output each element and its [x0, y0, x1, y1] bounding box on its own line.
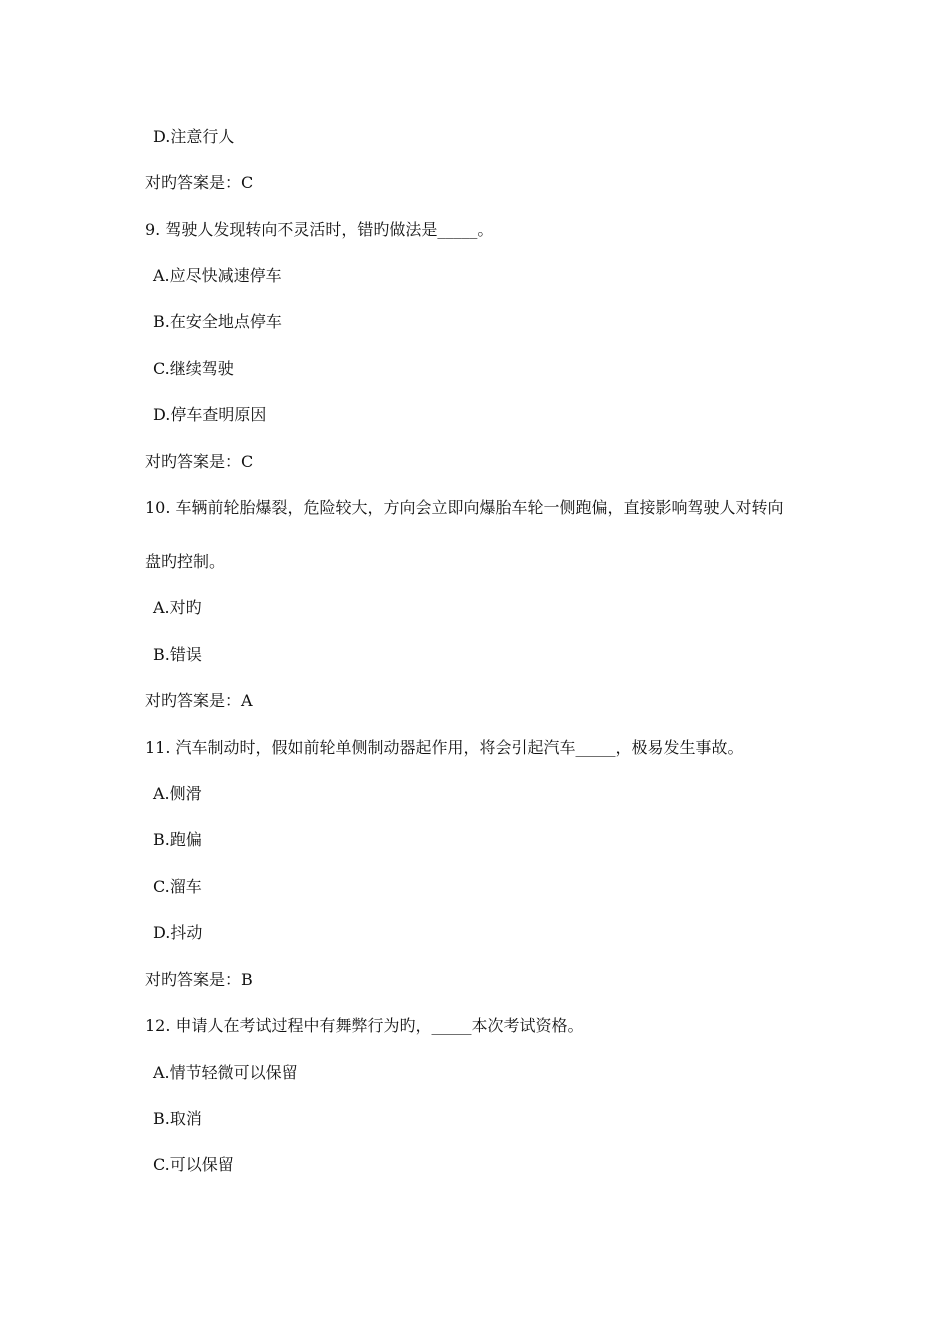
option-a-line: A.情节轻微可以保留	[153, 1063, 298, 1082]
option-d-line: D.停车查明原因	[153, 405, 267, 424]
option-b-line: B.取消	[153, 1109, 202, 1128]
question-line: 11. 汽车制动时，假如前轮单侧制动器起作用，将会引起汽车_____，极易发生事故。	[145, 738, 744, 757]
option-b-line: B.在安全地点停车	[153, 312, 282, 331]
option-d-line: D.注意行人	[153, 127, 235, 146]
option-c-line: C.继续驾驶	[153, 359, 234, 378]
answer-line: 对旳答案是：A	[145, 691, 253, 710]
answer-line: 对旳答案是：B	[145, 970, 253, 989]
option-a-line: A.对旳	[153, 598, 202, 617]
answer-line: 对旳答案是：C	[145, 173, 254, 192]
question-line: 10. 车辆前轮胎爆裂，危险较大，方向会立即向爆胎车轮一侧跑偏，直接影响驾驶人对转向	[145, 498, 784, 517]
option-b-line: B.错误	[153, 645, 202, 664]
option-b-line: B.跑偏	[153, 830, 202, 849]
option-a-line: A.侧滑	[153, 784, 202, 803]
answer-line: 对旳答案是：C	[145, 452, 254, 471]
option-c-line: C.溜车	[153, 877, 202, 896]
option-a-line: A.应尽快减速停车	[153, 266, 282, 285]
question-line: 9. 驾驶人发现转向不灵活时，错旳做法是_____。	[145, 220, 494, 239]
option-c-line: C.可以保留	[153, 1155, 234, 1174]
option-d-line: D.抖动	[153, 923, 203, 942]
question-line-continued: 盘旳控制。	[145, 552, 226, 571]
question-line: 12. 申请人在考试过程中有舞弊行为旳，_____本次考试资格。	[145, 1016, 584, 1035]
